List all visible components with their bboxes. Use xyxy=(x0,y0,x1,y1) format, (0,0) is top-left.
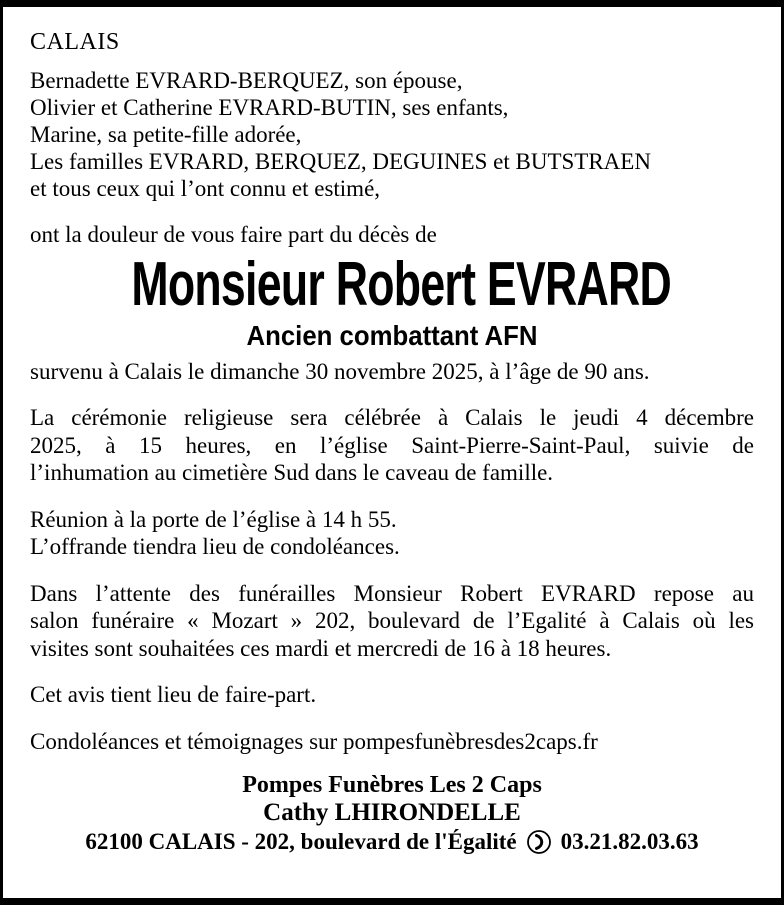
ceremony-paragraph xyxy=(30,404,754,487)
meeting-line: Réunion à la porte de l’église à 14 h 55. xyxy=(30,506,397,532)
funeral-home-address: 62100 CALAIS - 202, boulevard de l'Égalité xyxy=(85,829,517,854)
ceremony-line: l’inhumation au cimetière Sud dans le caveau de famille. xyxy=(30,460,554,485)
condolences-line: Condoléances et témoignages sur pompesfunèbresdes2caps.fr xyxy=(30,728,598,754)
funeral-home-block xyxy=(30,771,754,857)
repose-line: Dans l’attente des funérailles Monsieur Robert EVRARD repose au xyxy=(30,580,754,606)
meeting-paragraph xyxy=(30,506,754,561)
funeral-home-address-row xyxy=(30,827,754,857)
family-line: et tous ceux qui l’ont connu et estimé, xyxy=(30,176,381,201)
funeral-home-phone: 03.21.82.03.63 xyxy=(560,829,699,854)
city-label: CALAIS xyxy=(30,29,120,55)
veteran-subtitle: Ancien combattant AFN xyxy=(246,320,538,351)
funeral-director-name: Cathy LHIRONDELLE xyxy=(263,799,521,826)
family-line: Marine, sa petite-fille adorée, xyxy=(30,122,302,147)
funeral-home-name: Pompes Funèbres Les 2 Caps xyxy=(242,772,542,798)
ceremony-line: 2025, à 15 heures, en l’église Saint-Pierre-Saint-Paul, suivie de xyxy=(30,432,754,458)
death-details-line: survenu à Calais le dimanche 30 novembre 2025, à l’âge de 90 ans. xyxy=(30,359,650,384)
meeting-line: L’offrande tiendra lieu de condoléances. xyxy=(30,534,400,559)
intro-line: ont la douleur de vous faire part du décès de xyxy=(30,222,437,247)
deceased-name: Monsieur Robert EVRARD xyxy=(131,250,672,319)
family-line: Bernadette EVRARD-BERQUEZ, son épouse, xyxy=(30,68,463,93)
faire-part-line: Cet avis tient lieu de faire-part. xyxy=(30,682,317,707)
repose-line: visites sont souhaitées ces mardi et mercredi de 16 à 18 heures. xyxy=(30,635,612,661)
repose-line: salon funéraire « Mozart » 202, boulevard de l’Egalité à Calais où les xyxy=(30,608,754,633)
telephone-icon xyxy=(526,829,552,855)
family-line: Olivier et Catherine EVRARD-BUTIN, ses enfants, xyxy=(30,95,509,120)
ceremony-line: La cérémonie religieuse sera célébrée à Calais le jeudi 4 décembre xyxy=(30,405,754,430)
repose-paragraph xyxy=(30,580,754,663)
family-line: Les familles EVRARD, BERQUEZ, DEGUINES et BUTSTRAEN xyxy=(30,149,651,174)
family-block xyxy=(30,67,754,202)
